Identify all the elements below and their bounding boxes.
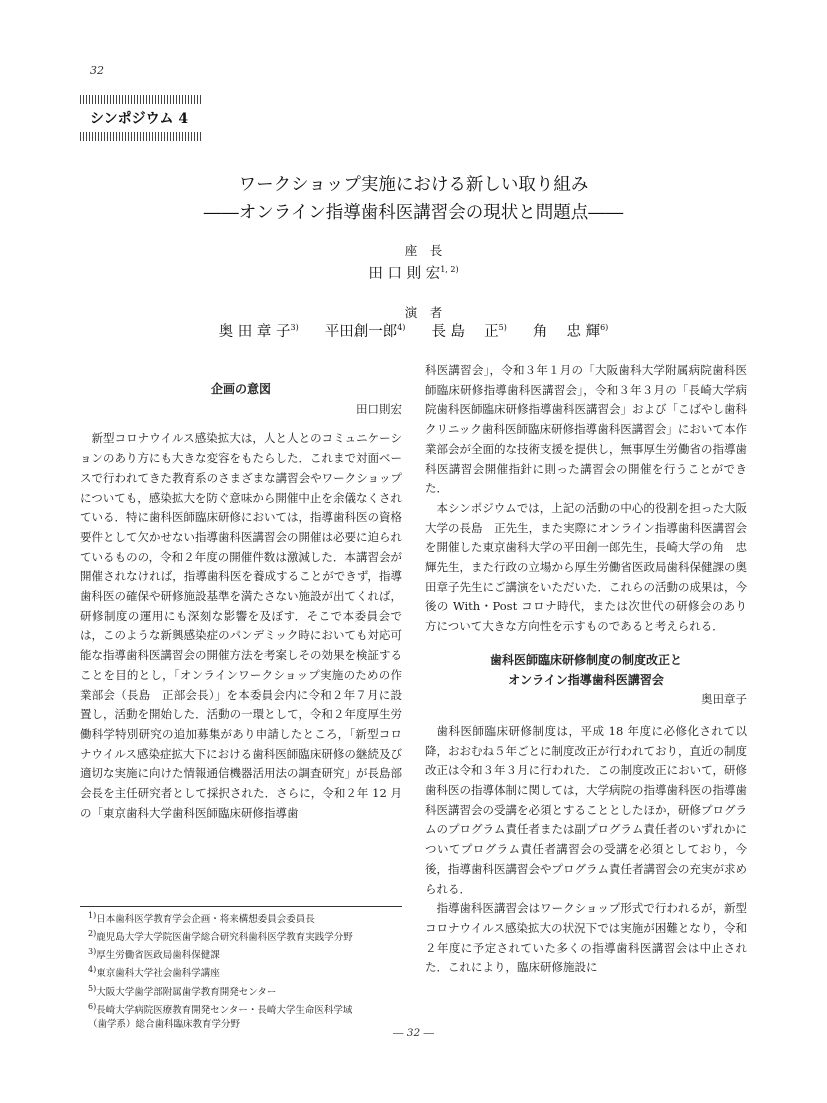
footnote-mark: 1): [88, 911, 97, 920]
section-heading-line-2: オンライン指導歯科医講習会: [508, 672, 664, 687]
section-heading-intent: 企画の意図: [210, 382, 271, 396]
speaker-affiliation-mark: 3): [290, 323, 299, 333]
paragraph: 新型コロナウイルス感染拡大は，人と人とのコミュニケーションのあり方にも大きな変容をもたらした．これまで対面ベースで行われてきた教育系のさまざまな講習会やワークショップについても，感染拡大を防ぐ意味から開催中止を余儀なくされている．特に歯科医師臨床研修においては，指導歯科医の資格要件として欠かせない指導歯科医講習会の開催は必要に迫られているものの，令和２年度の開催件数は激減した．本講習会が開催されなければ，指導歯科医を養成することができず，指導歯科医の確保や研修施設基準を満たさない施設が出てくれば，研修制度の運用にも深刻な影響を及ぼす．そこで本委員会では，このような新興感染症のパンデミック時においても対応可能な指導歯科医講習会の開催方法を考案しその効果を検証することを目的とし，「オンラインワークショップ実施のための作業部会（長島 正部会長）」を本委員会内に令和２年７月に設置し，活動を開始した．活動の一環として，令和２年度厚生労働科学特別研究の追加募集があり申請したところ，「新型コロナウイルス感染症拡大下における歯科医師臨床研修の継続及び適切な実施に向けた情報通信機器活用法の調査研究」が長島部会長を主任研究者として採択された．さらに，令和２年 12 月の「東京歯科大学歯科医師臨床研修指導歯: [80, 431, 402, 820]
footnote: [88, 963, 408, 981]
section-rule-bottom: [80, 132, 202, 141]
footnote: [88, 945, 408, 963]
footnote-text: （歯学系）総合歯科臨床教育学分野: [88, 1018, 241, 1030]
paragraph: 指導歯科医講習会はワークショップ形式で行われるが，新型コロナウイルス感染拡大の状況下では実施が困難となり，令和２年度に予定されていた多くの指導歯科医講習会は中止された．これにより，臨床研修施設に: [425, 901, 747, 975]
left-column: [80, 380, 402, 823]
speaker: [325, 320, 406, 341]
speaker-affiliation-mark: 6): [600, 323, 609, 333]
title-line-2: ――オンライン指導歯科医講習会の現状と問題点――: [203, 203, 624, 223]
footnote-rule: [80, 906, 402, 907]
speaker: [219, 320, 299, 341]
section-author: 奥田章子: [701, 692, 747, 707]
chair-role: 座 長: [404, 243, 443, 258]
footnote-text: 大阪大学歯学部附属歯学教育開発センター: [96, 986, 277, 998]
paragraph: 科医講習会」，令和３年１月の「大阪歯科大学附属病院歯科医師臨床研修指導歯科医講習会」，令和３年３月の「長崎大学病院歯科医師臨床研修指導歯科医講習会」および「こばやし歯科クリニック歯科医師臨床研修指導歯科医講習会」において本作業部会が全面的な技術支援を提供し，無事厚生労働省の指導歯科医講習会開催指針に則った講習会の開催を行うことができた．: [425, 363, 747, 496]
speaker-name: 長 島 正: [431, 324, 499, 340]
paragraph: 本シンポジウムでは，上記の活動の中心的役割を担った大阪大学の長島 正先生，また実際にオンライン指導歯科医講習会を開催した東京歯科大学の平田創一郎先生，長崎大学の角 忠輝先生，また行政の立場から厚生労働省医政局歯科保健課の奥田章子先生にご講演をいただいた．これらの活動の成果は，今後の With・Post コロナ時代，または次世代の研修会のあり方について大きな方向性を示すものであると考えられる．: [425, 500, 747, 634]
speaker: [533, 320, 608, 341]
footnote: [88, 927, 408, 945]
speaker-name: 平田創一郎: [324, 324, 398, 340]
speaker-affiliation-mark: 5): [498, 323, 507, 333]
footnote: [88, 1000, 408, 1018]
speaker-name: 奥 田 章 子: [218, 324, 291, 340]
footnote-text: 厚生労働省医政局歯科保健課: [96, 950, 220, 962]
title-line-1: ワークショップ実施における新しい取り組み: [238, 175, 589, 195]
footnote: [88, 909, 408, 927]
section-heading-line-1: 歯科医師臨床研修制度の制度改正と: [489, 652, 682, 667]
right-column: [425, 361, 747, 978]
footnote-mark: 2): [88, 929, 97, 939]
footnotes: [88, 909, 408, 1032]
footnote-text: 長崎大学病院医療教育開発センター・長崎大学生命医科学域: [96, 1004, 353, 1016]
speakers-role: 演 者: [404, 305, 443, 320]
footnote-mark: 5): [88, 983, 97, 993]
chair-name: 田 口 則 宏: [368, 266, 441, 282]
speaker-affiliation-mark: 4): [397, 323, 406, 333]
footnote-text: 日本歯科医学教育学会企画・将来構想委員会委員長: [96, 914, 315, 926]
footnote-mark: 6): [88, 1001, 97, 1011]
page-number: 32: [90, 64, 104, 77]
footnote-mark: 4): [88, 965, 97, 975]
speaker: [431, 320, 506, 341]
chair: [0, 262, 827, 283]
section-label: シンポジウム 4: [90, 111, 189, 127]
footnote: [88, 982, 408, 1000]
section-rule-top: [80, 95, 202, 104]
footnote-mark: 3): [88, 947, 97, 957]
paragraph: 歯科医師臨床研修制度は，平成 18 年度に必修化されて以降，おおむね５年ごとに制度改正が行われており，直近の制度改正は令和３年３月に行われた．この制度改正において，研修歯科医の指導体制に関しては，大学病院の指導歯科医の指導歯科医講習会の受講を必須とすることとしたほか，研修プログラムのプログラム責任者または副プログラム責任者のいずれかについてプログラム責任者講習会の受講を必須としており，今後，指導歯科医講習会やプログラム責任者講習会の充実が求められる．: [425, 723, 747, 896]
section-author: 田口則宏: [356, 401, 402, 416]
chair-affiliation-mark: 1, 2): [440, 265, 459, 275]
footer-page-number: ― 32 ―: [392, 1027, 435, 1039]
speakers-list: [0, 320, 827, 341]
speaker-name: 角 忠 輝: [532, 324, 601, 340]
footnote-text: 東京歯科大学社会歯科学講座: [96, 968, 220, 980]
footnote-text: 鹿児島大学大学院医歯学総合研究科歯科医学教育実践学分野: [96, 932, 353, 944]
